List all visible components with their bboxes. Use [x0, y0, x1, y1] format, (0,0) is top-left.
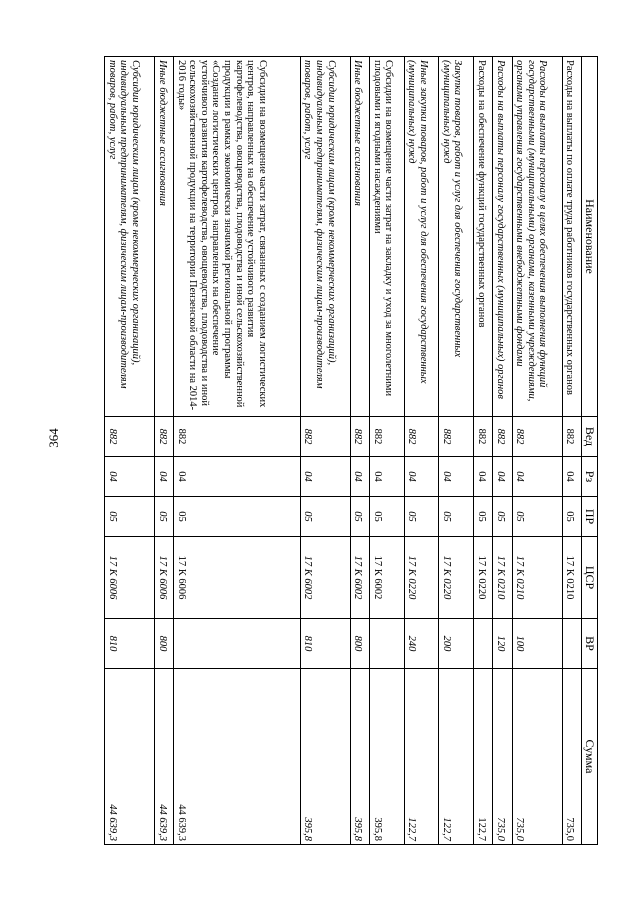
row-rz-cell: 04	[473, 457, 492, 497]
row-csr-cell: 17 К 0210	[512, 537, 562, 619]
row-vr-cell: 810	[300, 619, 350, 669]
header-rz: Рз	[581, 457, 597, 497]
row-name-cell: Иные бюджетные ассигнования	[350, 57, 369, 417]
row-pr-cell: 05	[439, 497, 474, 537]
row-csr-cell: 17 К 6006	[174, 537, 301, 619]
row-name-cell: Субсидии на возмещение части затрат на закладку и уход за многолетними плодовыми и ягодными насаждениями	[370, 57, 405, 417]
row-pr-cell: 05	[562, 497, 581, 537]
row-vr-cell	[174, 619, 301, 669]
row-pr-cell: 05	[155, 497, 174, 537]
table-row	[300, 57, 350, 845]
budget-table	[104, 56, 598, 845]
header-name: Наименование	[581, 57, 597, 417]
row-ved-cell: 882	[370, 417, 405, 457]
row-ved-cell: 882	[562, 417, 581, 457]
row-sum-cell: 395,8	[370, 669, 405, 845]
row-name-cell: Субсидии на возмещение части затрат, связанных с созданием логистических центров, направленных на обеспечение устойчивого развития картофелеводства, овощеводства, плодоводства и иной сельскохозяйственной продукции в рамках экономически значимой региональной программы «Создание логистических центров, направленных на обеспечение устойчивого развития картофелеводства, овощеводства, плодоводства и иной сельскохозяйственной продукции на территории Пензенской области на 2014-2016 годы»	[174, 57, 301, 417]
row-rz-cell: 04	[350, 457, 369, 497]
table-header-row	[581, 57, 597, 845]
row-sum-cell: 122,7	[473, 669, 492, 845]
row-sum-cell: 122,7	[439, 669, 474, 845]
row-rz-cell: 04	[493, 457, 512, 497]
row-vr-cell: 100	[512, 619, 562, 669]
row-csr-cell: 17 К 6002	[300, 537, 350, 619]
row-name-cell: Расходы на обеспечение функций государственных органов	[473, 57, 492, 417]
row-rz-cell: 04	[439, 457, 474, 497]
row-sum-cell: 735,0	[493, 669, 512, 845]
row-csr-cell: 17 К 0210	[493, 537, 512, 619]
row-rz-cell: 04	[174, 457, 301, 497]
row-csr-cell: 17 К 0220	[439, 537, 474, 619]
row-vr-cell	[473, 619, 492, 669]
table-row	[370, 57, 405, 845]
row-pr-cell: 05	[493, 497, 512, 537]
table-row	[350, 57, 369, 845]
row-ved-cell: 882	[493, 417, 512, 457]
row-csr-cell: 17 К 6006	[155, 537, 174, 619]
row-ved-cell: 882	[350, 417, 369, 457]
row-ved-cell: 882	[512, 417, 562, 457]
table-row	[155, 57, 174, 845]
row-sum-cell: 122,7	[404, 669, 439, 845]
row-csr-cell: 17 К 0220	[473, 537, 492, 619]
row-ved-cell: 882	[155, 417, 174, 457]
page-number: 364	[46, 428, 61, 448]
row-name-cell: Субсидии юридическим лицам (кроме некоммерческих организаций), индивидуальным предпринимателям, физическим лицам-производителям товаров, работ, услуг	[300, 57, 350, 417]
row-csr-cell: 17 К 6002	[370, 537, 405, 619]
row-name-cell: Расходы на выплаты персоналу государственных (муниципальных) органов	[493, 57, 512, 417]
row-vr-cell: 800	[350, 619, 369, 669]
row-name-cell: Расходы на выплаты по оплате труда работников государственных органов	[562, 57, 581, 417]
table-row	[174, 57, 301, 845]
row-ved-cell: 882	[174, 417, 301, 457]
row-pr-cell: 05	[105, 497, 155, 537]
row-pr-cell: 05	[350, 497, 369, 537]
row-sum-cell: 44 639,3	[105, 669, 155, 845]
table-row	[562, 57, 581, 845]
row-name-cell: Расходы на выплаты персоналу в целях обеспечения выполнения функций государственными (муниципальными) органами, казенными учреждениями, органами управления государственными внебюджетными фондами	[512, 57, 562, 417]
rotated-table-container	[104, 56, 598, 844]
row-csr-cell: 17 К 0220	[404, 537, 439, 619]
row-pr-cell: 05	[473, 497, 492, 537]
row-sum-cell: 44 639,3	[174, 669, 301, 845]
row-sum-cell: 735,0	[512, 669, 562, 845]
table-row	[439, 57, 474, 845]
row-rz-cell: 04	[404, 457, 439, 497]
row-ved-cell: 882	[300, 417, 350, 457]
table-row	[512, 57, 562, 845]
row-pr-cell: 05	[174, 497, 301, 537]
header-csr: ЦСР	[581, 537, 597, 619]
row-ved-cell: 882	[473, 417, 492, 457]
table-row	[493, 57, 512, 845]
row-sum-cell: 395,8	[350, 669, 369, 845]
header-pr: ПР	[581, 497, 597, 537]
row-vr-cell: 800	[155, 619, 174, 669]
row-ved-cell: 882	[404, 417, 439, 457]
row-name-cell: Закупка товаров, работ и услуг для обеспечения государственных (муниципальных) нужд	[439, 57, 474, 417]
table-row	[404, 57, 439, 845]
row-vr-cell: 200	[439, 619, 474, 669]
row-csr-cell: 17 К 6006	[105, 537, 155, 619]
row-csr-cell: 17 К 0210	[562, 537, 581, 619]
row-vr-cell: 120	[493, 619, 512, 669]
row-vr-cell	[562, 619, 581, 669]
row-vr-cell: 810	[105, 619, 155, 669]
row-pr-cell: 05	[300, 497, 350, 537]
row-vr-cell	[370, 619, 405, 669]
row-csr-cell: 17 К 6002	[350, 537, 369, 619]
row-pr-cell: 05	[512, 497, 562, 537]
row-sum-cell: 395,8	[300, 669, 350, 845]
table-row	[473, 57, 492, 845]
row-pr-cell: 05	[370, 497, 405, 537]
table-row	[105, 57, 155, 845]
row-pr-cell: 05	[404, 497, 439, 537]
row-sum-cell: 735,0	[562, 669, 581, 845]
row-ved-cell: 882	[439, 417, 474, 457]
row-rz-cell: 04	[105, 457, 155, 497]
row-name-cell: Иные закупки товаров, работ и услуг для обеспечения государственных (муниципальных) нужд	[404, 57, 439, 417]
header-sum: Сумма	[581, 669, 597, 845]
row-rz-cell: 04	[512, 457, 562, 497]
row-name-cell: Иные бюджетные ассигнования	[155, 57, 174, 417]
row-name-cell: Субсидии юридическим лицам (кроме некоммерческих организаций), индивидуальным предпринимателям, физическим лицам-производителям товаров, работ, услуг	[105, 57, 155, 417]
row-rz-cell: 04	[370, 457, 405, 497]
row-rz-cell: 04	[300, 457, 350, 497]
row-rz-cell: 04	[155, 457, 174, 497]
header-vr: ВР	[581, 619, 597, 669]
row-rz-cell: 04	[562, 457, 581, 497]
header-ved: Вед	[581, 417, 597, 457]
row-vr-cell: 240	[404, 619, 439, 669]
row-sum-cell: 44 639,3	[155, 669, 174, 845]
row-ved-cell: 882	[105, 417, 155, 457]
